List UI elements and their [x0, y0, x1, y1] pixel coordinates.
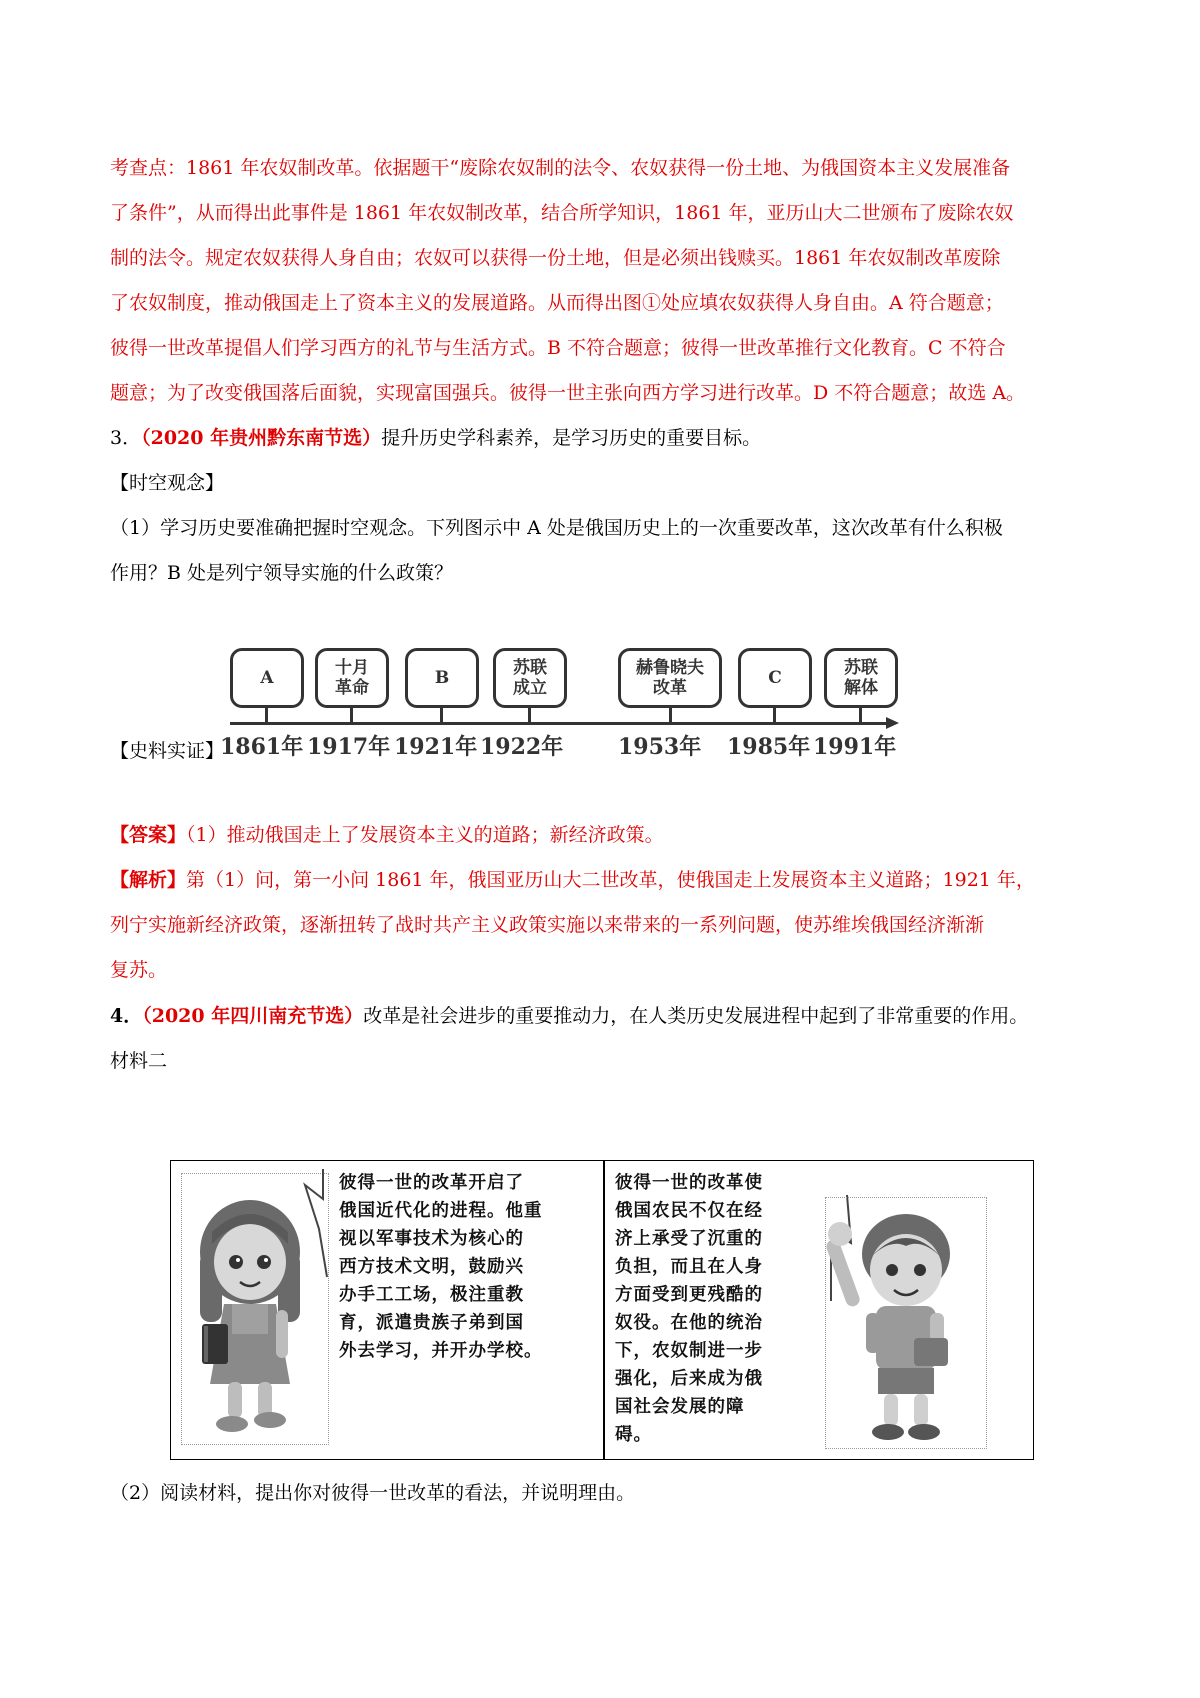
material-text-line: 彼得一世的改革使 [615, 1173, 763, 1193]
q3-sub1: （1）学习历史要准确把握时空观念。下列图示中 A 处是俄国历史上的一次重要改革，这次改革有什么积极 [110, 517, 1003, 539]
answer-line [110, 822, 664, 848]
material-text-line: 碍。 [615, 1425, 652, 1445]
answer-label: 【答案】 [110, 824, 187, 846]
material-text-line: 办手工工场，极注重教 [339, 1285, 524, 1305]
section-label: 【时空观念】 [110, 472, 225, 494]
analysis-line: 考查点：1861 年农奴制改革。依据题干“废除农奴制的法令、农奴获得一份土地、为俄国资本主义发展准备 [110, 157, 1011, 179]
table-divider [603, 1161, 605, 1459]
q4-number: 4． [110, 1005, 143, 1027]
timeline-tick [669, 708, 672, 723]
analysis-line: 彼得一世改革提倡人们学习西方的礼节与生活方式。B 不符合题意；彼得一世改革推行文化教育。C 不符合 [110, 337, 1006, 359]
material-text-line: 国社会发展的障 [615, 1397, 745, 1417]
analysis-line: 题意；为了改变俄国落后面貌，实现富国强兵。彼得一世主张向西方学习进行改革。D 不符合题意；故选 A。 [110, 382, 1026, 404]
material-text-line: 俄国近代化的进程。他重 [339, 1201, 543, 1221]
timeline-tick [773, 708, 776, 723]
material-right-text [615, 1169, 763, 1449]
material-text-line: 彼得一世的改革开启了 [339, 1173, 524, 1193]
timeline-event-box: 赫鲁晓夫 改革 [618, 648, 722, 708]
explanation-text: 第（1）问，第一小问 1861 年，俄国亚历山大二世改革，使俄国走上发展资本主义道路；1921 年， [186, 869, 1035, 891]
material-label: 材料二 [110, 1050, 168, 1072]
timeline-event-box: C [738, 648, 812, 708]
section-label: 【史料实证】 [110, 740, 225, 762]
timeline-year: 1991年 [813, 734, 897, 760]
q3-stem: 提升历史学科素养，是学习历史的重要目标。 [381, 427, 762, 449]
history-timeline [220, 640, 910, 760]
material-left-text [339, 1169, 543, 1365]
timeline-year: 1953年 [618, 734, 702, 760]
material-text-line: 方面受到更残酷的 [615, 1285, 763, 1305]
answer-text: （1）推动俄国走上了发展资本主义的道路；新经济政策。 [186, 824, 664, 846]
material-text-line: 西方技术文明，鼓励兴 [339, 1257, 524, 1277]
analysis-line: 了条件”，从而得出此事件是 1861 年农奴制改革，结合所学知识，1861 年，亚历山大二世颁布了废除农奴 [110, 202, 1014, 224]
q4-sub2: （2）阅读材料，提出你对彼得一世改革的看法，并说明理由。 [110, 1482, 636, 1504]
timeline-event-box: 苏联 解体 [824, 648, 898, 708]
timeline-year: 1917年 [307, 734, 391, 760]
material-text-line: 下，农奴制进一步 [615, 1341, 763, 1361]
timeline-event-box: 苏联 成立 [493, 648, 567, 708]
q4-stem: 改革是社会进步的重要推动力，在人类历史发展进程中起到了非常重要的作用。 [363, 1005, 1029, 1027]
timeline-event-box: A [230, 648, 304, 708]
material-text-line: 强化，后来成为俄 [615, 1369, 763, 1389]
boy-illustration [825, 1197, 987, 1449]
material-text-line: 视以军事技术为核心的 [339, 1229, 524, 1249]
q3-source: （2020 年贵州黔东南节选） [141, 427, 382, 449]
timeline-year: 1921年 [394, 734, 478, 760]
analysis-line: 制的法令。规定农奴获得人身自由；农奴可以获得一份土地，但是必须出钱赎买。1861 年农奴制改革废除 [110, 247, 1001, 269]
explanation-text: 复苏。 [110, 959, 168, 981]
speech-bubble-tail-icon [299, 1169, 339, 1279]
q4-heading [110, 1003, 1028, 1029]
timeline-tick [265, 708, 268, 723]
explanation-line [110, 867, 1035, 893]
timeline-year: 1985年 [727, 734, 811, 760]
timeline-tick [350, 708, 353, 723]
timeline-tick [859, 708, 862, 723]
explanation-label: 【解析】 [110, 869, 187, 891]
timeline-tick [440, 708, 443, 723]
material-text-line: 济上承受了沉重的 [615, 1229, 763, 1249]
material-text-line: 俄国农民不仅在经 [615, 1201, 763, 1221]
material-text-line: 育，派遣贵族子弟到国 [339, 1313, 524, 1333]
q4-source: （2020 年四川南充节选） [142, 1005, 364, 1027]
material-text-line: 奴役。在他的统治 [615, 1313, 763, 1333]
timeline-tick [528, 708, 531, 723]
explanation-text: 列宁实施新经济政策，逐渐扭转了战时共产主义政策实施以来带来的一系列问题，使苏维埃俄国经济渐渐 [110, 914, 985, 936]
material-table [170, 1160, 1034, 1460]
q3-heading [110, 425, 761, 451]
timeline-event-box: 十月 革命 [315, 648, 389, 708]
timeline-year: 1922年 [480, 734, 564, 760]
material-text-line: 负担，而且在人身 [615, 1257, 763, 1277]
timeline-arrow-icon [886, 717, 899, 729]
analysis-line: 了农奴制度，推动俄国走上了资本主义的发展道路。从而得出图①处应填农奴获得人身自由。A 符合题意； [110, 292, 1004, 314]
q3-number: 3． [110, 427, 142, 449]
timeline-axis [230, 722, 890, 725]
q3-sub1: 作用？B 处是列宁领导实施的什么政策？ [110, 562, 454, 584]
timeline-event-box: B [405, 648, 479, 708]
timeline-year: 1861年 [220, 734, 304, 760]
material-text-line: 外去学习，并开办学校。 [339, 1341, 543, 1361]
